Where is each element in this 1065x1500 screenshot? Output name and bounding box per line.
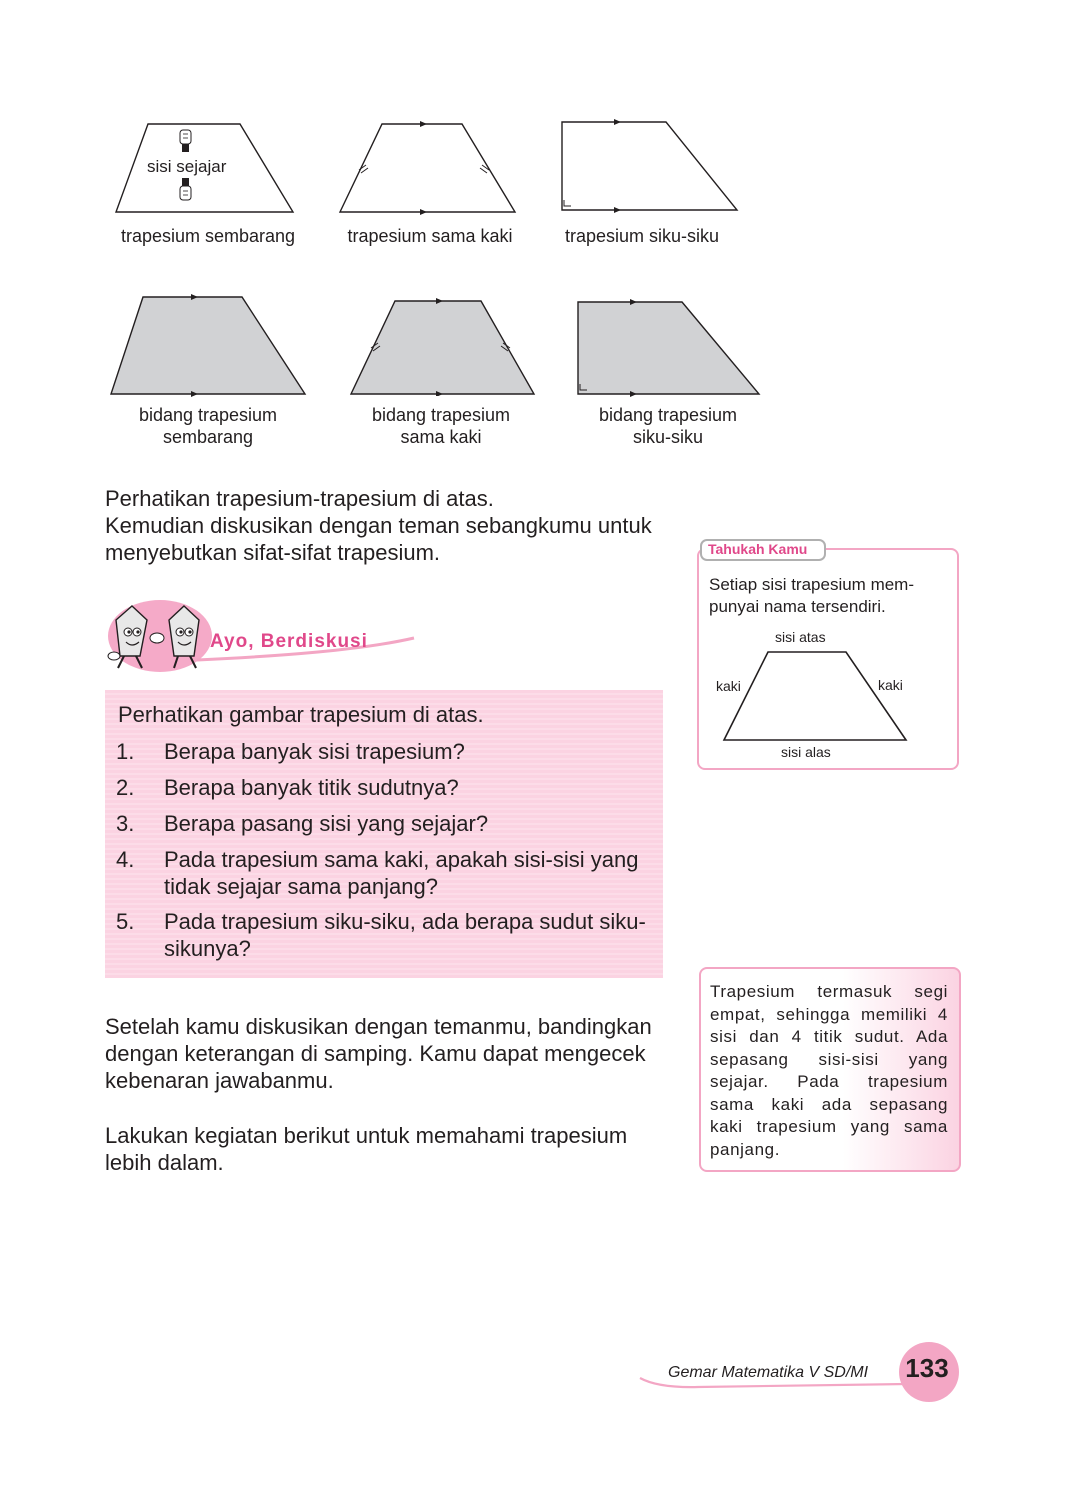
page-number: 133 [905,1353,949,1383]
discussion-box: Perhatikan gambar trapesium di atas. 1. Berapa banyak sisi trapesium? 2. Berapa banyak titik sudutnya? 3. Berapa pasang sisi yang sejajar? 4. Pada trapesium sama kaki, apakah sisi-sisi yang tidak sejajar sama panjang? 5. Pada trapesium siku-siku, ada berapa sudut siku- sikunya? [105,690,663,978]
did-you-know-title: Tahukah Kamu [708,541,808,557]
page-number-badge [899,1342,959,1402]
caption-right-region: bidang trapesium siku-siku [598,405,738,447]
trapezoid-isosceles-outline [334,118,524,218]
compare-paragraph: Setelah kamu diskusikan dengan temanmu, bandingkan dengan keterangan di samping. Kamu dapat mengecek kebenaran jawabanmu. [105,1014,652,1093]
discussion-heading: Ayo, Berdiskusi [210,631,368,652]
parallel-sides-label: sisi sejajar [147,157,227,176]
caption-isosceles-trapezoid: trapesium sama kaki [347,226,513,246]
book-title: Gemar Matematika V SD/MI [668,1364,869,1381]
caption-arbitrary-trapezoid: trapesium sembarang [120,226,296,246]
caption-arbitrary-region: bidang trapesium sembarang [138,405,278,447]
trapezoid-right-outline [556,116,746,216]
label-top-side: sisi atas [775,629,826,645]
label-right-leg: kaki [878,677,903,693]
trapezoid-right-region [572,296,768,398]
summary-note-text: Trapesium termasuk segi empat, sehingga memiliki 4 sisi dan 4 titik sudut. Ada sepasang sisi-sisi yang sejajar. Pada trapesium sama kaki ada sepasang kaki trapesium yang sama panjang. [710,982,948,1159]
caption-right-trapezoid: trapesium siku-siku [564,226,720,246]
trapezoid-arbitrary-region [105,290,315,400]
trapezoid-isosceles-region [345,294,541,396]
label-bottom-side: sisi alas [781,744,831,760]
intro-paragraph: Perhatikan trapesium-trapesium di atas. Kemudian diskusikan dengan teman sebangkumu untuk menyebutkan sifat-sifat trapesium. [105,486,652,565]
label-left-leg: kaki [716,678,741,694]
activity-paragraph: Lakukan kegiatan berikut untuk memahami trapesium lebih dalam. [105,1123,628,1175]
discussion-intro: Perhatikan gambar trapesium di atas. [118,702,484,727]
did-you-know-text: Setiap sisi trapesium mem- punyai nama tersendiri. [709,575,915,616]
labeled-trapezoid-diagram [718,648,913,744]
caption-isosceles-region: bidang trapesium sama kaki [371,405,511,447]
